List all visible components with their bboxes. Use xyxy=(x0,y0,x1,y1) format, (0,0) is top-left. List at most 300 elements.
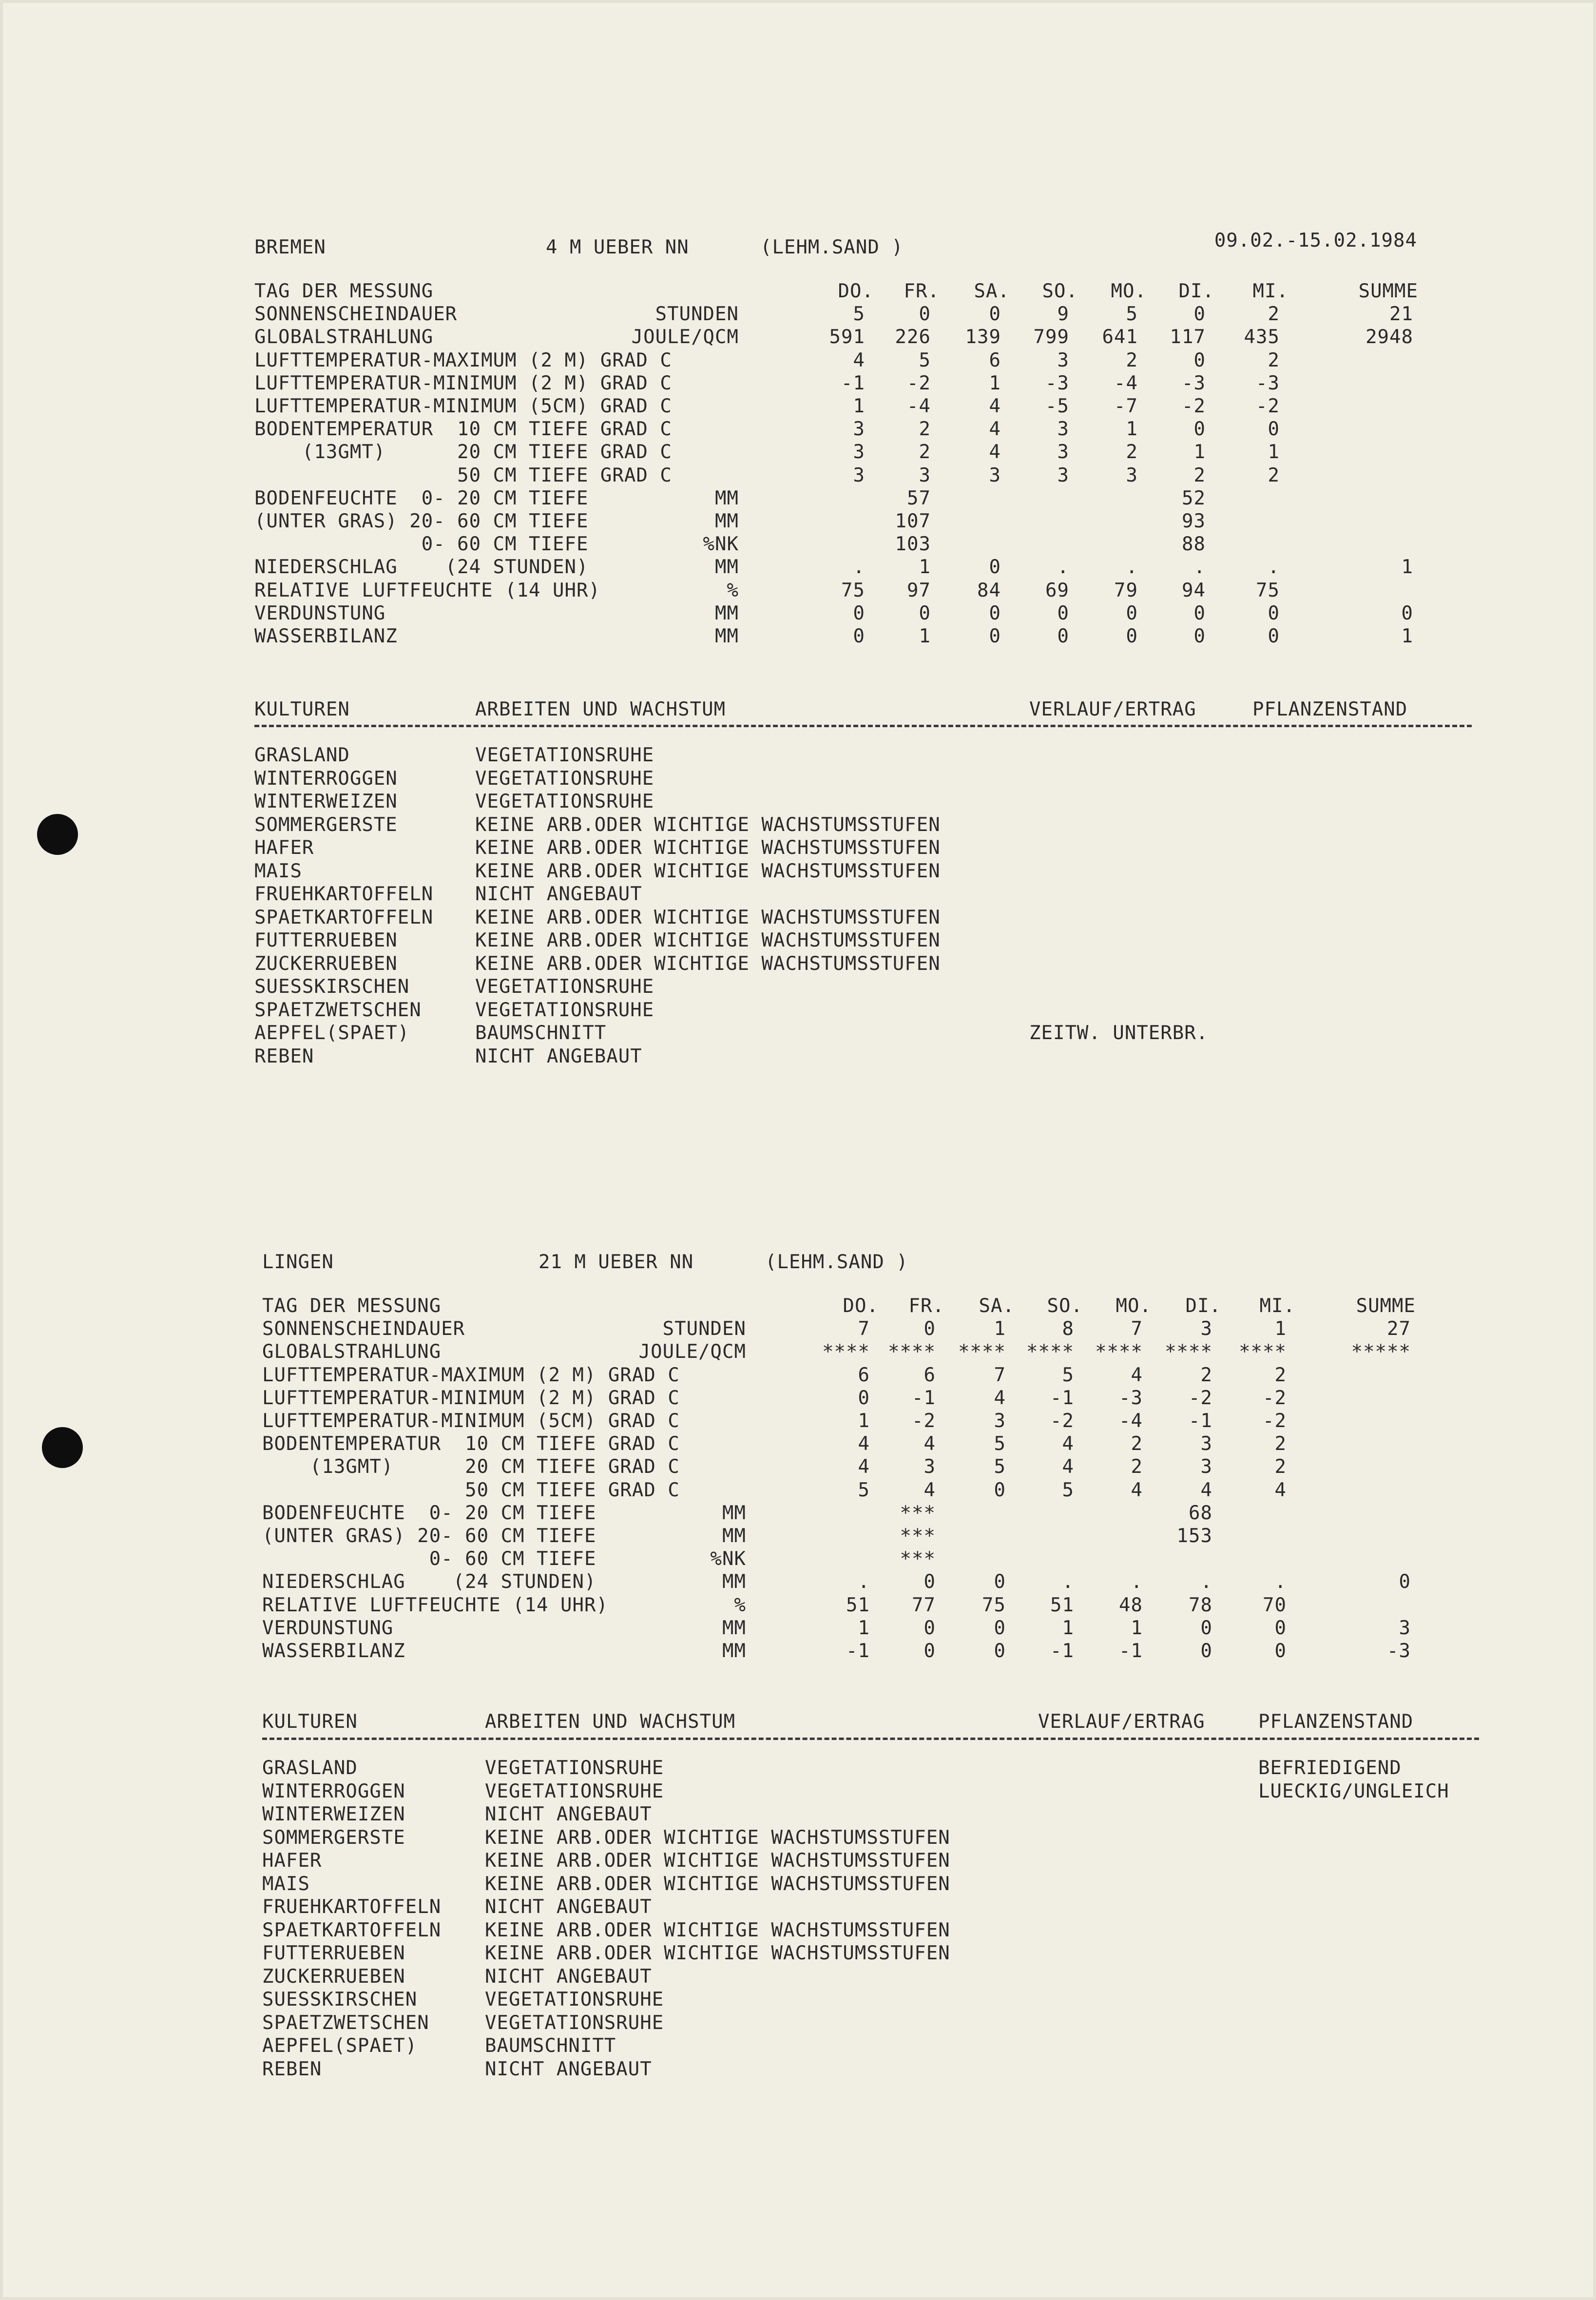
measurement-value: **** xyxy=(958,1341,1006,1363)
measurement-value: 2 xyxy=(1274,1433,1287,1455)
measurement-unit: MM xyxy=(722,1617,746,1639)
measurement-label: RELATIVE LUFTFEUCHTE (14 UHR) xyxy=(254,580,600,601)
measurement-value: -4 xyxy=(1119,1410,1143,1432)
measurement-label: BODENTEMPERATUR 10 CM TIEFE GRAD C xyxy=(262,1433,680,1455)
measurement-value: 93 xyxy=(1182,510,1206,532)
measurement-value: 0 xyxy=(1274,1640,1287,1662)
crop-name: AEPFEL(SPAET) xyxy=(262,2035,418,2057)
measurement-value: -3 xyxy=(1045,372,1069,394)
measurement-value: 3 xyxy=(853,418,865,440)
crop-name: SPAETKARTOFFELN xyxy=(254,907,434,928)
stand-column-header: PFLANZENSTAND xyxy=(1252,698,1408,720)
measurement-value: *** xyxy=(900,1525,936,1547)
measurement-value: . xyxy=(1193,556,1206,578)
measurement-value: 7 xyxy=(858,1318,870,1340)
measurement-value: 0 xyxy=(1193,418,1206,440)
measurement-value: 103 xyxy=(895,533,931,555)
measurement-value: 0 xyxy=(923,1640,936,1662)
measurement-value: 1 xyxy=(858,1617,870,1639)
measurement-value: . xyxy=(1131,1571,1143,1593)
measurement-value: 51 xyxy=(846,1594,870,1616)
dashed-separator xyxy=(262,1738,1479,1740)
measurement-value: 0 xyxy=(1193,349,1206,371)
measurement-value: -1 xyxy=(846,1640,870,1662)
measurement-value: 7 xyxy=(1131,1318,1143,1340)
measurement-value: 1 xyxy=(994,1318,1006,1340)
measurement-label: WASSERBILANZ xyxy=(254,625,398,647)
measurement-value: 4 xyxy=(858,1433,870,1455)
punch-hole-top xyxy=(37,814,78,855)
measurement-value: 107 xyxy=(895,510,931,532)
measurement-value: 7 xyxy=(994,1364,1006,1386)
measurement-value: 0 xyxy=(1193,303,1206,325)
measurement-unit: %NK xyxy=(710,1548,746,1570)
day-header: DI. xyxy=(1178,280,1214,302)
measurement-value: 0 xyxy=(994,1479,1006,1501)
measurement-unit: MM xyxy=(715,556,739,578)
measurement-value: -3 xyxy=(1182,372,1206,394)
measurement-value: -2 xyxy=(1050,1410,1074,1432)
measurement-sum: 21 xyxy=(1389,303,1413,325)
measurement-unit: MM xyxy=(722,1502,746,1524)
crop-work: VEGETATIONSRUHE xyxy=(475,744,654,766)
measurement-value: 2 xyxy=(1193,464,1206,486)
measurement-value: 4 xyxy=(1131,1364,1143,1386)
measurement-value: 2 xyxy=(1131,1456,1143,1478)
measurement-value: -1 xyxy=(1189,1410,1212,1432)
measurement-value: 0 xyxy=(853,625,865,647)
measurement-value: 0 xyxy=(1268,602,1280,624)
measurement-value: 5 xyxy=(1126,303,1138,325)
day-header: DO. xyxy=(843,1295,879,1317)
measurement-value: 6 xyxy=(923,1364,936,1386)
crop-work: KEINE ARB.ODER WICHTIGE WACHSTUMSSTUFEN xyxy=(475,953,941,975)
measurement-value: 1 xyxy=(919,625,931,647)
crop-name: FUTTERRUEBEN xyxy=(254,929,398,951)
crop-name: HAFER xyxy=(254,837,314,859)
crop-work: NICHT ANGEBAUT xyxy=(475,883,642,905)
measurement-value: *** xyxy=(900,1502,936,1524)
crop-course: ZEITW. UNTERBR. xyxy=(1029,1022,1209,1044)
measurement-value: 435 xyxy=(1244,326,1280,348)
station-elevation: 4 M UEBER NN xyxy=(546,236,689,258)
measurement-label: (13GMT) 20 CM TIEFE GRAD C xyxy=(262,1456,680,1478)
station-name: LINGEN xyxy=(262,1251,334,1273)
measurement-value: 4 xyxy=(989,441,1001,463)
crop-work: VEGETATIONSRUHE xyxy=(485,1757,664,1779)
measurement-value: 0 xyxy=(989,602,1001,624)
measurement-unit: MM xyxy=(715,602,739,624)
measurement-value: 117 xyxy=(1170,326,1206,348)
measurement-unit: % xyxy=(734,1594,746,1616)
measurement-value: 0 xyxy=(919,602,931,624)
crop-work: NICHT ANGEBAUT xyxy=(485,1896,652,1918)
measurement-value: . xyxy=(853,556,865,578)
measurement-value: 77 xyxy=(912,1594,936,1616)
measurement-label: VERDUNSTUNG xyxy=(262,1617,394,1639)
measurement-value: 8 xyxy=(1062,1318,1074,1340)
measurement-value: 4 xyxy=(989,418,1001,440)
crop-name: FRUEHKARTOFFELN xyxy=(254,883,434,905)
crop-stand: LUECKIG/UNGLEICH xyxy=(1258,1780,1449,1802)
measurement-value: 5 xyxy=(994,1456,1006,1478)
measurement-value: 0 xyxy=(1193,602,1206,624)
measurement-value: 0 xyxy=(1274,1617,1287,1639)
crop-work: KEINE ARB.ODER WICHTIGE WACHSTUMSSTUFEN xyxy=(485,1827,950,1849)
crop-name: SPAETZWETSCHEN xyxy=(254,999,422,1021)
measurement-value: 4 xyxy=(1131,1479,1143,1501)
day-header: MO. xyxy=(1115,1295,1152,1317)
measurement-value: 4 xyxy=(1200,1479,1212,1501)
measurement-value: 3 xyxy=(853,464,865,486)
measurement-value: -2 xyxy=(1182,395,1206,417)
measurement-value: 641 xyxy=(1102,326,1138,348)
measurement-value: 3 xyxy=(1200,1318,1212,1340)
crop-stand: BEFRIEDIGEND xyxy=(1258,1757,1402,1779)
crop-work: VEGETATIONSRUHE xyxy=(485,1989,664,2010)
dashed-separator xyxy=(254,725,1472,727)
day-header: MO. xyxy=(1111,280,1147,302)
measurement-value: -1 xyxy=(1119,1640,1143,1662)
measurement-unit: MM xyxy=(722,1571,746,1593)
measurement-value: 0 xyxy=(994,1571,1006,1593)
measurement-value: -1 xyxy=(841,372,865,394)
crop-name: WINTERWEIZEN xyxy=(254,791,398,812)
measurement-label: SONNENSCHEINDAUER xyxy=(262,1318,465,1340)
crop-work: VEGETATIONSRUHE xyxy=(475,768,654,790)
measurement-value: 0 xyxy=(919,303,931,325)
crop-work: KEINE ARB.ODER WICHTIGE WACHSTUMSSTUFEN xyxy=(475,860,941,882)
measurement-unit: MM xyxy=(722,1525,746,1547)
measurement-value: 4 xyxy=(923,1433,936,1455)
measurement-label: (UNTER GRAS) 20- 60 CM TIEFE xyxy=(254,510,589,532)
measurement-value: 3 xyxy=(1057,464,1069,486)
measurement-value: 6 xyxy=(858,1364,870,1386)
measurement-value: 0 xyxy=(853,602,865,624)
measurement-label: NIEDERSCHLAG (24 STUNDEN) xyxy=(262,1571,596,1593)
measurement-sum: 0 xyxy=(1401,602,1413,624)
measurement-value: 4 xyxy=(989,395,1001,417)
measurement-sum: 1 xyxy=(1401,556,1413,578)
measurement-value: 4 xyxy=(994,1387,1006,1409)
crop-name: ZUCKERRUEBEN xyxy=(262,1966,405,1988)
day-header: FR. xyxy=(908,1295,944,1317)
measurement-value: 3 xyxy=(923,1456,936,1478)
measurement-value: 79 xyxy=(1114,580,1138,601)
measurement-value: 0 xyxy=(1200,1640,1212,1662)
measurement-value: 0 xyxy=(923,1617,936,1639)
measurement-value: 3 xyxy=(1057,441,1069,463)
crop-name: REBEN xyxy=(254,1045,314,1067)
measurement-value: 3 xyxy=(1200,1433,1212,1455)
measurement-label: LUFTTEMPERATUR-MINIMUM (2 M) GRAD C xyxy=(262,1387,680,1409)
measurement-value: 0 xyxy=(858,1387,870,1409)
crop-name: SUESSKIRSCHEN xyxy=(254,976,410,998)
crop-name: HAFER xyxy=(262,1850,322,1872)
measurement-value: -1 xyxy=(1050,1387,1074,1409)
crop-work: KEINE ARB.ODER WICHTIGE WACHSTUMSSTUFEN xyxy=(475,814,941,836)
measurement-value: 2 xyxy=(1126,349,1138,371)
measurement-value: 0 xyxy=(1193,625,1206,647)
measurement-value: 4 xyxy=(1062,1433,1074,1455)
measurement-value: 2 xyxy=(919,418,931,440)
measurement-value: 139 xyxy=(965,326,1001,348)
measurement-value: 3 xyxy=(1057,418,1069,440)
measurement-sum: 1 xyxy=(1401,625,1413,647)
crop-name: SOMMERGERSTE xyxy=(254,814,398,836)
crop-name: SPAETZWETSCHEN xyxy=(262,2012,429,2034)
measurement-value: -5 xyxy=(1045,395,1069,417)
crop-work: VEGETATIONSRUHE xyxy=(485,1780,664,1802)
work-column-header: ARBEITEN UND WACHSTUM xyxy=(475,698,726,720)
measurement-value: 3 xyxy=(994,1410,1006,1432)
measurement-value: 51 xyxy=(1050,1594,1074,1616)
measurement-unit: JOULE/QCM xyxy=(638,1341,746,1363)
measurement-label: LUFTTEMPERATUR-MINIMUM (5CM) GRAD C xyxy=(262,1410,680,1432)
measurement-value: 2 xyxy=(1274,1456,1287,1478)
measurement-value: 2 xyxy=(1268,349,1280,371)
measurement-value: -4 xyxy=(1114,372,1138,394)
measurement-label: BODENTEMPERATUR 10 CM TIEFE GRAD C xyxy=(254,418,672,440)
measurement-value: . xyxy=(1126,556,1138,578)
measurement-value: 1 xyxy=(1126,418,1138,440)
crop-work: BAUMSCHNITT xyxy=(475,1022,607,1044)
measurement-value: . xyxy=(1057,556,1069,578)
measurement-value: 52 xyxy=(1182,487,1206,509)
measurement-value: **** xyxy=(1095,1341,1143,1363)
measurement-value: 0 xyxy=(1268,625,1280,647)
measurement-value: 3 xyxy=(1126,464,1138,486)
measurement-value: 0 xyxy=(923,1318,936,1340)
crops-column-header: KULTUREN xyxy=(254,698,350,720)
measurement-label: VERDUNSTUNG xyxy=(254,602,386,624)
measurement-value: 5 xyxy=(858,1479,870,1501)
measurement-value: 591 xyxy=(829,326,865,348)
measurement-value: 1 xyxy=(858,1410,870,1432)
measurement-value: 5 xyxy=(994,1433,1006,1455)
measurement-value: 5 xyxy=(1062,1479,1074,1501)
measurement-value: 2 xyxy=(1268,303,1280,325)
measurement-value: -3 xyxy=(1119,1387,1143,1409)
measurement-value: -2 xyxy=(1263,1387,1287,1409)
measurement-label: GLOBALSTRAHLUNG xyxy=(254,326,434,348)
measurement-value: **** xyxy=(888,1341,936,1363)
measurement-value: 94 xyxy=(1182,580,1206,601)
measurement-value: *** xyxy=(900,1548,936,1570)
measurement-label: NIEDERSCHLAG (24 STUNDEN) xyxy=(254,556,589,578)
measurement-value: 1 xyxy=(1193,441,1206,463)
measurement-value: 0 xyxy=(1268,418,1280,440)
measurement-label: 50 CM TIEFE GRAD C xyxy=(254,464,672,486)
measurement-label: LUFTTEMPERATUR-MINIMUM (5CM) GRAD C xyxy=(254,395,672,417)
measurement-value: -3 xyxy=(1256,372,1280,394)
station-elevation: 21 M UEBER NN xyxy=(538,1251,694,1273)
measurement-value: . xyxy=(1200,1571,1212,1593)
measurement-label: WASSERBILANZ xyxy=(262,1640,405,1662)
measurement-value: 2 xyxy=(1200,1364,1212,1386)
crop-work: VEGETATIONSRUHE xyxy=(485,2012,664,2034)
course-column-header: VERLAUF/ERTRAG xyxy=(1029,698,1196,720)
measurement-value: 69 xyxy=(1045,580,1069,601)
crop-name: WINTERROGGEN xyxy=(254,768,398,790)
measurement-value: 4 xyxy=(858,1456,870,1478)
measurement-unit: STUNDEN xyxy=(662,1318,746,1340)
measurement-value: 0 xyxy=(1057,625,1069,647)
crop-work: VEGETATIONSRUHE xyxy=(475,999,654,1021)
measurement-value: 0 xyxy=(989,556,1001,578)
measurement-label: GLOBALSTRAHLUNG xyxy=(262,1341,442,1363)
crop-work: VEGETATIONSRUHE xyxy=(475,976,654,998)
measurement-value: 5 xyxy=(1062,1364,1074,1386)
crop-name: SOMMERGERSTE xyxy=(262,1827,405,1849)
measurement-label: 0- 60 CM TIEFE xyxy=(262,1548,596,1570)
measurement-day-label: TAG DER MESSUNG xyxy=(254,280,434,302)
measurement-value: 2 xyxy=(1131,1433,1143,1455)
crop-name: AEPFEL(SPAET) xyxy=(254,1022,410,1044)
measurement-value: 153 xyxy=(1176,1525,1212,1547)
measurement-value: -2 xyxy=(1263,1410,1287,1432)
measurement-value: 1 xyxy=(919,556,931,578)
crop-name: WINTERWEIZEN xyxy=(262,1803,405,1825)
station-name: BREMEN xyxy=(254,236,326,258)
measurement-value: 1 xyxy=(1268,441,1280,463)
crops-column-header: KULTUREN xyxy=(262,1711,358,1733)
measurement-label: 50 CM TIEFE GRAD C xyxy=(262,1479,680,1501)
measurement-value: . xyxy=(1274,1571,1287,1593)
crop-work: NICHT ANGEBAUT xyxy=(485,1966,652,1988)
day-header: SO. xyxy=(1042,280,1078,302)
measurement-sum: 27 xyxy=(1387,1318,1411,1340)
measurement-value: 0 xyxy=(1200,1617,1212,1639)
measurement-value: 799 xyxy=(1033,326,1069,348)
measurement-unit: %NK xyxy=(703,533,739,555)
measurement-value: 0 xyxy=(994,1640,1006,1662)
measurement-value: 3 xyxy=(1057,349,1069,371)
measurement-value: 70 xyxy=(1263,1594,1287,1616)
measurement-value: 48 xyxy=(1119,1594,1143,1616)
crop-work: NICHT ANGEBAUT xyxy=(485,1803,652,1825)
measurement-value: 1 xyxy=(1131,1617,1143,1639)
measurement-value: 3 xyxy=(853,441,865,463)
measurement-value: **** xyxy=(1239,1341,1287,1363)
crop-name: WINTERROGGEN xyxy=(262,1780,405,1802)
measurement-label: LUFTTEMPERATUR-MINIMUM (2 M) GRAD C xyxy=(254,372,672,394)
measurement-value: . xyxy=(1268,556,1280,578)
crop-name: FRUEHKARTOFFELN xyxy=(262,1896,442,1918)
measurement-value: 1 xyxy=(989,372,1001,394)
measurement-value: 0 xyxy=(989,625,1001,647)
measurement-sum: -3 xyxy=(1387,1640,1411,1662)
crop-name: GRASLAND xyxy=(254,744,350,766)
measurement-value: -2 xyxy=(912,1410,936,1432)
measurement-value: 75 xyxy=(841,580,865,601)
day-header: FR. xyxy=(904,280,940,302)
measurement-value: 0 xyxy=(994,1617,1006,1639)
measurement-unit: MM xyxy=(722,1640,746,1662)
measurement-value: 4 xyxy=(1274,1479,1287,1501)
crop-name: MAIS xyxy=(254,860,302,882)
measurement-value: 84 xyxy=(977,580,1001,601)
measurement-value: 0 xyxy=(923,1571,936,1593)
crop-work: KEINE ARB.ODER WICHTIGE WACHSTUMSSTUFEN xyxy=(475,907,941,928)
crop-work: KEINE ARB.ODER WICHTIGE WACHSTUMSSTUFEN xyxy=(485,1850,950,1872)
crop-name: ZUCKERRUEBEN xyxy=(254,953,398,975)
crop-name: FUTTERRUEBEN xyxy=(262,1942,405,1964)
measurement-label: (13GMT) 20 CM TIEFE GRAD C xyxy=(254,441,672,463)
crop-work: VEGETATIONSRUHE xyxy=(475,791,654,812)
measurement-sum: ***** xyxy=(1351,1341,1411,1363)
measurement-sum: 0 xyxy=(1399,1571,1411,1593)
measurement-label: LUFTTEMPERATUR-MAXIMUM (2 M) GRAD C xyxy=(262,1364,680,1386)
measurement-value: -2 xyxy=(1189,1387,1212,1409)
measurement-value: -1 xyxy=(1050,1640,1074,1662)
measurement-value: 3 xyxy=(1200,1456,1212,1478)
measurement-value: 97 xyxy=(907,580,931,601)
soil-type: (LEHM.SAND ) xyxy=(760,236,904,258)
measurement-value: . xyxy=(858,1571,870,1593)
crop-name: MAIS xyxy=(262,1873,310,1895)
measurement-value: 4 xyxy=(923,1479,936,1501)
measurement-value: 4 xyxy=(1062,1456,1074,1478)
day-header: SO. xyxy=(1047,1295,1083,1317)
measurement-value: 88 xyxy=(1182,533,1206,555)
measurement-value: 2 xyxy=(1268,464,1280,486)
measurement-value: 57 xyxy=(907,487,931,509)
measurement-label: BODENFEUCHTE 0- 20 CM TIEFE xyxy=(262,1502,596,1524)
crop-work: NICHT ANGEBAUT xyxy=(475,1045,642,1067)
crop-work: KEINE ARB.ODER WICHTIGE WACHSTUMSSTUFEN xyxy=(485,1942,950,1964)
measurement-value: 75 xyxy=(982,1594,1006,1616)
measurement-value: 5 xyxy=(919,349,931,371)
punch-hole-bottom xyxy=(42,1427,83,1468)
measurement-value: 2 xyxy=(919,441,931,463)
measurement-value: 0 xyxy=(1126,602,1138,624)
measurement-value: **** xyxy=(822,1341,870,1363)
measurement-value: 0 xyxy=(1057,602,1069,624)
measurement-sum: 2948 xyxy=(1365,326,1413,348)
measurement-label: LUFTTEMPERATUR-MAXIMUM (2 M) GRAD C xyxy=(254,349,672,371)
crop-name: SUESSKIRSCHEN xyxy=(262,1989,418,2010)
measurement-value: 226 xyxy=(895,326,931,348)
measurement-unit: MM xyxy=(715,510,739,532)
measurement-day-label: TAG DER MESSUNG xyxy=(262,1295,442,1317)
crop-name: GRASLAND xyxy=(262,1757,358,1779)
measurement-unit: MM xyxy=(715,625,739,647)
measurement-value: 2 xyxy=(1126,441,1138,463)
measurement-value: 78 xyxy=(1189,1594,1212,1616)
crop-name: SPAETKARTOFFELN xyxy=(262,1919,442,1941)
crop-work: KEINE ARB.ODER WICHTIGE WACHSTUMSSTUFEN xyxy=(475,929,941,951)
day-header: SA. xyxy=(979,1295,1015,1317)
measurement-value: 68 xyxy=(1189,1502,1212,1524)
measurement-value: -7 xyxy=(1114,395,1138,417)
measurement-value: 1 xyxy=(1062,1617,1074,1639)
measurement-value: 4 xyxy=(853,349,865,371)
report-period: 09.02.-15.02.1984 xyxy=(1214,230,1417,251)
measurement-label: 0- 60 CM TIEFE xyxy=(254,533,589,555)
day-header: MI. xyxy=(1252,280,1288,302)
crop-work: KEINE ARB.ODER WICHTIGE WACHSTUMSSTUFEN xyxy=(475,837,941,859)
crop-work: NICHT ANGEBAUT xyxy=(485,2058,652,2080)
measurement-value: 2 xyxy=(1274,1364,1287,1386)
measurement-label: BODENFEUCHTE 0- 20 CM TIEFE xyxy=(254,487,589,509)
measurement-value: 5 xyxy=(853,303,865,325)
measurement-value: **** xyxy=(1165,1341,1212,1363)
stand-column-header: PFLANZENSTAND xyxy=(1258,1711,1414,1733)
measurement-value: 0 xyxy=(1126,625,1138,647)
measurement-unit: STUNDEN xyxy=(655,303,739,325)
sum-header: SUMME xyxy=(1358,280,1418,302)
